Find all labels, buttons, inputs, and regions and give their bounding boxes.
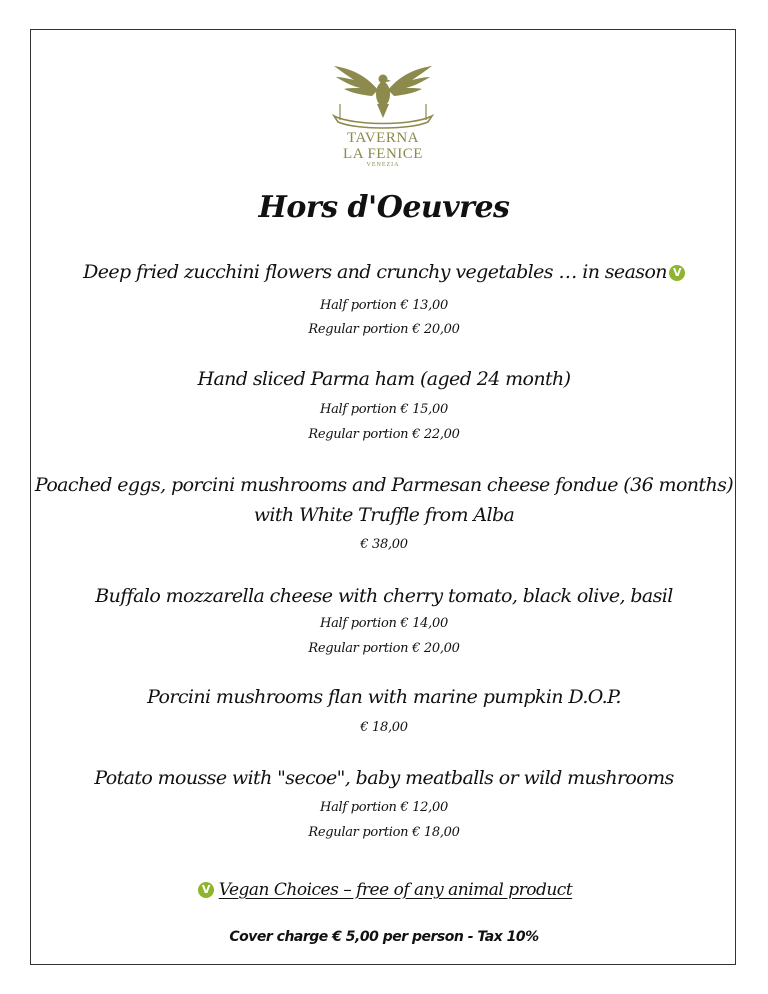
menu-item-price: Regular portion € 18,00 [308,825,460,840]
vegan-legend [0,880,768,900]
cover-charge-note: Cover charge € 5,00 per person - Tax 10% [229,929,539,945]
logo-name-line1: TAVERNA [346,130,420,146]
menu-item-name [0,261,768,283]
logo-name-line2: LA FENICE [343,146,423,162]
logo-city: VENEZIA [366,162,400,168]
menu-item-price: Half portion € 12,00 [320,800,448,815]
vegan-icon: V [198,882,214,898]
menu-item-price: € 18,00 [360,720,408,735]
restaurant-logo [320,60,446,170]
menu-item-name-continued: with White Truffle from Alba [253,504,515,526]
vegan-legend-label: Vegan Choices – free of any animal product [218,880,573,900]
menu-item-name: Poached eggs, porcini mushrooms and Parmesan cheese fondue (36 months) [34,474,734,496]
menu-item-price: Regular portion € 20,00 [308,322,460,337]
menu-item-price: Half portion € 14,00 [320,616,448,631]
menu-item-name: Porcini mushrooms flan with marine pumpkin D.O.P. [147,686,621,708]
menu-item-price: € 38,00 [360,537,408,552]
menu-item-name: Potato mousse with "secoe", baby meatballs or wild mushrooms [94,767,674,789]
menu-section-title: Hors d'Oeuvres [258,190,510,225]
menu-item-price: Half portion € 13,00 [320,298,448,313]
menu-item-price: Regular portion € 22,00 [308,427,460,442]
menu-item-price: Regular portion € 20,00 [308,641,460,656]
phoenix-crest-icon [320,60,446,132]
dish-name: Deep fried zucchini flowers and crunchy vegetables … in season [83,261,667,283]
menu-item-name: Hand sliced Parma ham (aged 24 month) [197,368,571,390]
menu-item-name: Buffalo mozzarella cheese with cherry tomato, black olive, basil [95,585,673,607]
vegan-icon: V [669,265,685,281]
menu-item-price: Half portion € 15,00 [320,402,448,417]
